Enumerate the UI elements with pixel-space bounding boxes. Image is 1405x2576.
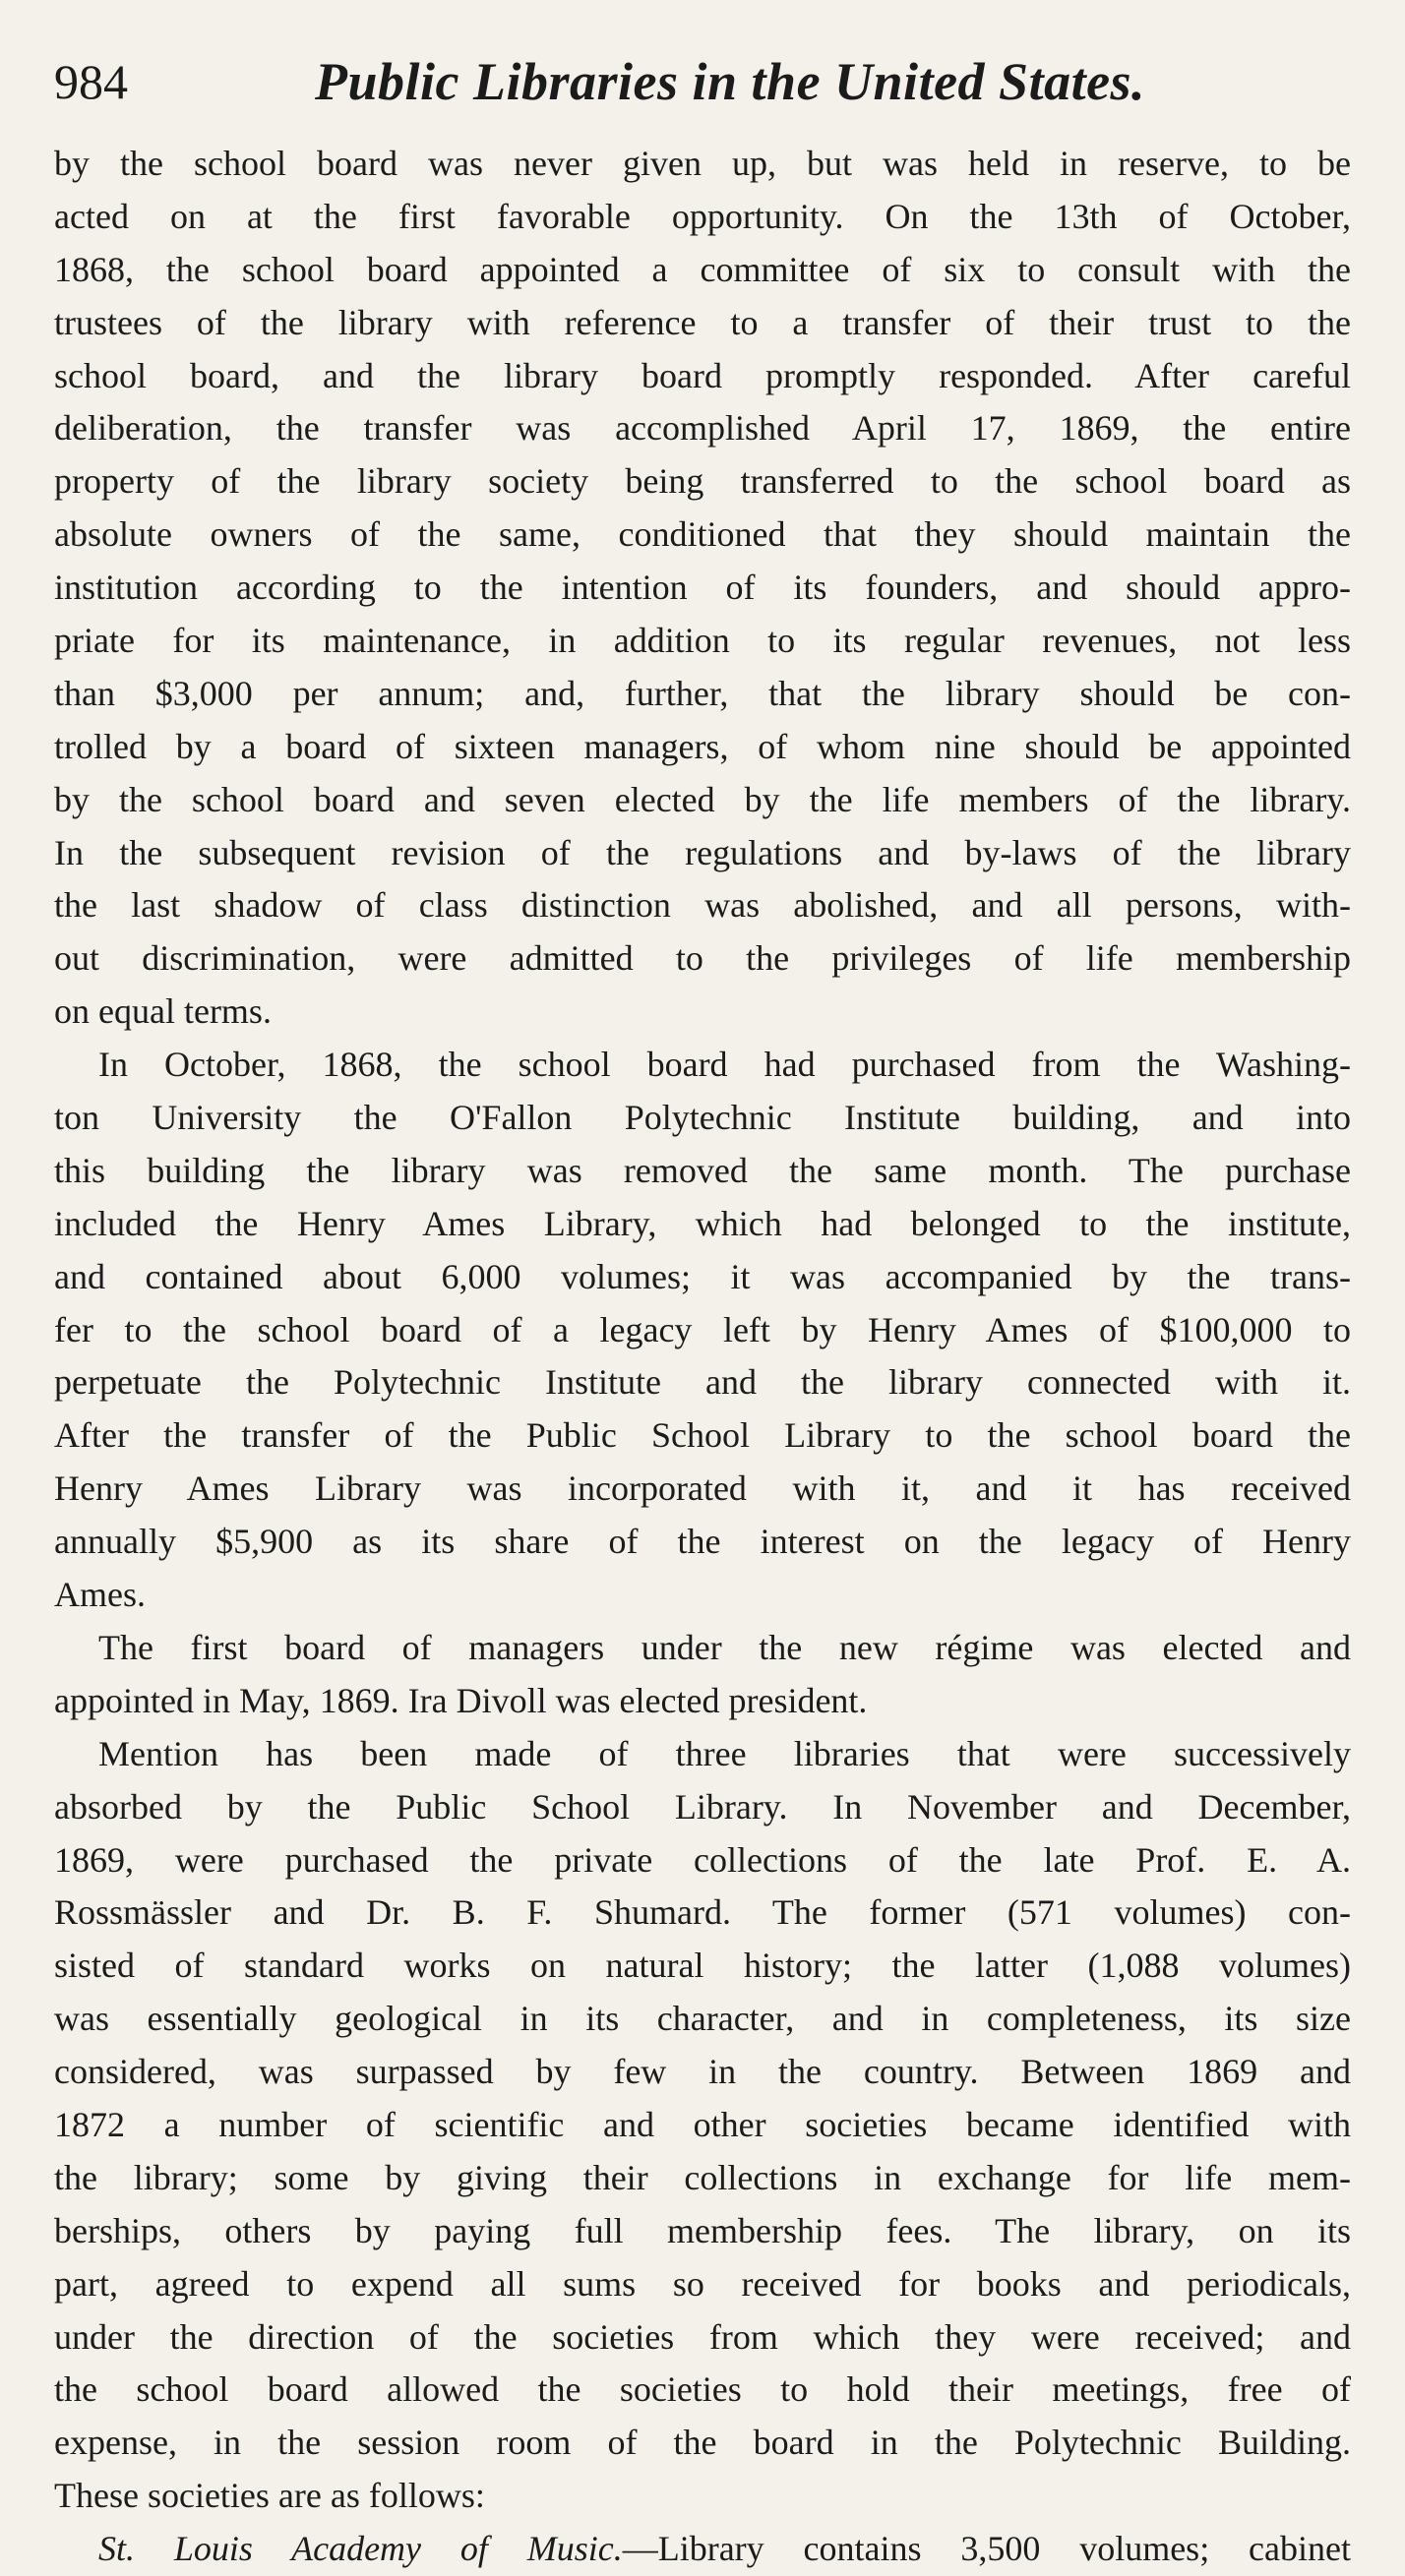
- line-text: under the direction of the societies from which they were received; and: [54, 2316, 1351, 2357]
- text-line: [54, 1887, 1351, 1940]
- line-text: priate for its maintenance, in addition to its regular revenues, not less: [54, 621, 1351, 661]
- line-text: In the subsequent revision of the regulations and by-laws of the library: [54, 832, 1351, 872]
- line-text: the last shadow of class distinction was abolished, and all persons, with-: [54, 885, 1351, 926]
- text-line: [54, 774, 1351, 827]
- line-text: After the transfer of the Public School Library to the school board the: [54, 1415, 1351, 1456]
- line-text: Rossmässler and Dr. B. F. Shumard. The former (571 volumes) con-: [54, 1892, 1351, 1933]
- page-number: 984: [54, 54, 128, 109]
- text-line: [54, 1569, 1351, 1622]
- text-line: [54, 402, 1351, 455]
- line-text: appointed in May, 1869. Ira Divoll was elected president.: [54, 1680, 868, 1720]
- text-line: [54, 668, 1351, 721]
- line-text: 1869, were purchased the private collections of the late Prof. E. A.: [54, 1839, 1351, 1880]
- text-line: [54, 2046, 1351, 2099]
- text-line: [54, 2417, 1351, 2470]
- line-text: annually $5,900 as its share of the interest on the legacy of Henry: [54, 1522, 1351, 1562]
- line-text: sisted of standard works on natural history; the latter (1,088 volumes): [54, 1946, 1351, 1986]
- text-line: [54, 509, 1351, 562]
- line-text: fer to the school board of a legacy left by Henry Ames of $100,000 to: [54, 1309, 1351, 1349]
- line-text: Henry Ames Library was incorporated with it, and it has received: [54, 1468, 1351, 1509]
- section-heading: St. Louis Academy of Music.: [98, 2529, 623, 2569]
- text-line: [54, 1145, 1351, 1198]
- line-text: trustees of the library with reference to a transfer of their trust to the: [54, 302, 1351, 342]
- text-line: [54, 721, 1351, 774]
- text-line: [54, 2523, 1351, 2576]
- line-text: and contained about 6,000 volumes; it was accompanied by the trans-: [54, 1256, 1351, 1296]
- page-header: [54, 47, 1333, 126]
- line-text: this building the library was removed the same month. The purchase: [54, 1150, 1351, 1190]
- line-text: absorbed by the Public School Library. In November and December,: [54, 1786, 1351, 1827]
- text-line: [54, 191, 1351, 244]
- text-line: [54, 615, 1351, 668]
- text-line: [54, 1728, 1351, 1781]
- line-text: property of the library society being transferred to the school board as: [54, 461, 1351, 502]
- text-line: [54, 2258, 1351, 2311]
- text-line: [54, 2470, 1351, 2523]
- text-line: [54, 1516, 1351, 1569]
- line-text: absolute owners of the same, conditioned that they should maintain the: [54, 514, 1351, 555]
- line-text: deliberation, the transfer was accomplished April 17, 1869, the entire: [54, 408, 1351, 449]
- text-line: [54, 2205, 1351, 2258]
- line-text: expense, in the session room of the board in the Polytechnic Building.: [54, 2423, 1351, 2463]
- text-line: [54, 455, 1351, 509]
- line-text: 1872 a number of scientific and other societies became identified with: [54, 2104, 1351, 2144]
- text-line: [54, 932, 1351, 986]
- text-line: [54, 1781, 1351, 1834]
- text-line: [54, 1251, 1351, 1304]
- text-line: [54, 138, 1351, 191]
- line-text: the school board allowed the societies to hold their meetings, free of: [54, 2369, 1351, 2410]
- line-text: —Library contains 3,500 volumes; cabinet: [622, 2529, 1351, 2569]
- line-text: Ames.: [54, 1575, 146, 1615]
- line-text: out discrimination, were admitted to the privileges of life membership: [54, 938, 1351, 979]
- line-text: In October, 1868, the school board had purchased from the Washing-: [98, 1045, 1351, 1085]
- line-text: perpetuate the Polytechnic Institute and the library connected with it.: [54, 1362, 1351, 1403]
- line-text: trolled by a board of sixteen managers, of whom nine should be appointed: [54, 726, 1351, 766]
- text-line: [54, 2364, 1351, 2417]
- line-text: included the Henry Ames Library, which had belonged to the institute,: [54, 1203, 1351, 1243]
- text-line: [54, 1940, 1351, 1993]
- text-line: [54, 1463, 1351, 1516]
- text-line: [54, 1356, 1351, 1409]
- line-text: 1868, the school board appointed a committee of six to consult with the: [54, 249, 1351, 289]
- line-text: These societies are as follows:: [54, 2476, 485, 2516]
- line-text: berships, others by paying full membership fees. The library, on its: [54, 2210, 1351, 2250]
- line-text: acted on at the first favorable opportunity. On the 13th of October,: [54, 196, 1351, 236]
- text-line: [54, 562, 1351, 615]
- text-line: [54, 986, 1351, 1039]
- running-title: Public Libraries in the United States.: [315, 52, 1146, 111]
- text-line: [54, 1675, 1351, 1728]
- text-line: [54, 1622, 1351, 1675]
- line-text: the library; some by giving their collections in exchange for life mem-: [54, 2157, 1351, 2197]
- text-line: [54, 1092, 1351, 1145]
- text-line: [54, 1198, 1351, 1251]
- line-text: part, agreed to expend all sums so received for books and periodicals,: [54, 2263, 1351, 2304]
- text-line: [54, 1834, 1351, 1887]
- text-line: [54, 879, 1351, 932]
- text-line: [54, 350, 1351, 403]
- text-line: [54, 297, 1351, 350]
- text-line: [54, 2311, 1351, 2365]
- text-line: [54, 1039, 1351, 1092]
- text-line: [54, 1304, 1351, 1357]
- line-text: by the school board and seven elected by the life members of the library.: [54, 779, 1351, 819]
- text-line: [54, 2152, 1351, 2205]
- text-line: [54, 827, 1351, 880]
- line-text: by the school board was never given up, but was held in reserve, to be: [54, 144, 1351, 183]
- line-text: considered, was surpassed by few in the country. Between 1869 and: [54, 2052, 1351, 2092]
- text-line: [54, 2099, 1351, 2152]
- body-text: [54, 138, 1351, 2576]
- line-text: Mention has been made of three libraries that were successively: [98, 1733, 1351, 1773]
- line-text: ton University the O'Fallon Polytechnic Institute building, and into: [54, 1098, 1351, 1138]
- text-line: [54, 1993, 1351, 2046]
- line-text: school board, and the library board promptly responded. After careful: [54, 355, 1351, 395]
- text-line: [54, 244, 1351, 297]
- line-text: than $3,000 per annum; and, further, that the library should be con-: [54, 673, 1351, 713]
- line-text: institution according to the intention of its founders, and should appro-: [54, 568, 1351, 608]
- text-line: [54, 1409, 1351, 1463]
- line-text: on equal terms.: [54, 991, 272, 1032]
- line-text: was essentially geological in its character, and in completeness, its size: [54, 1999, 1351, 2039]
- line-text: The first board of managers under the new régime was elected and: [98, 1627, 1351, 1667]
